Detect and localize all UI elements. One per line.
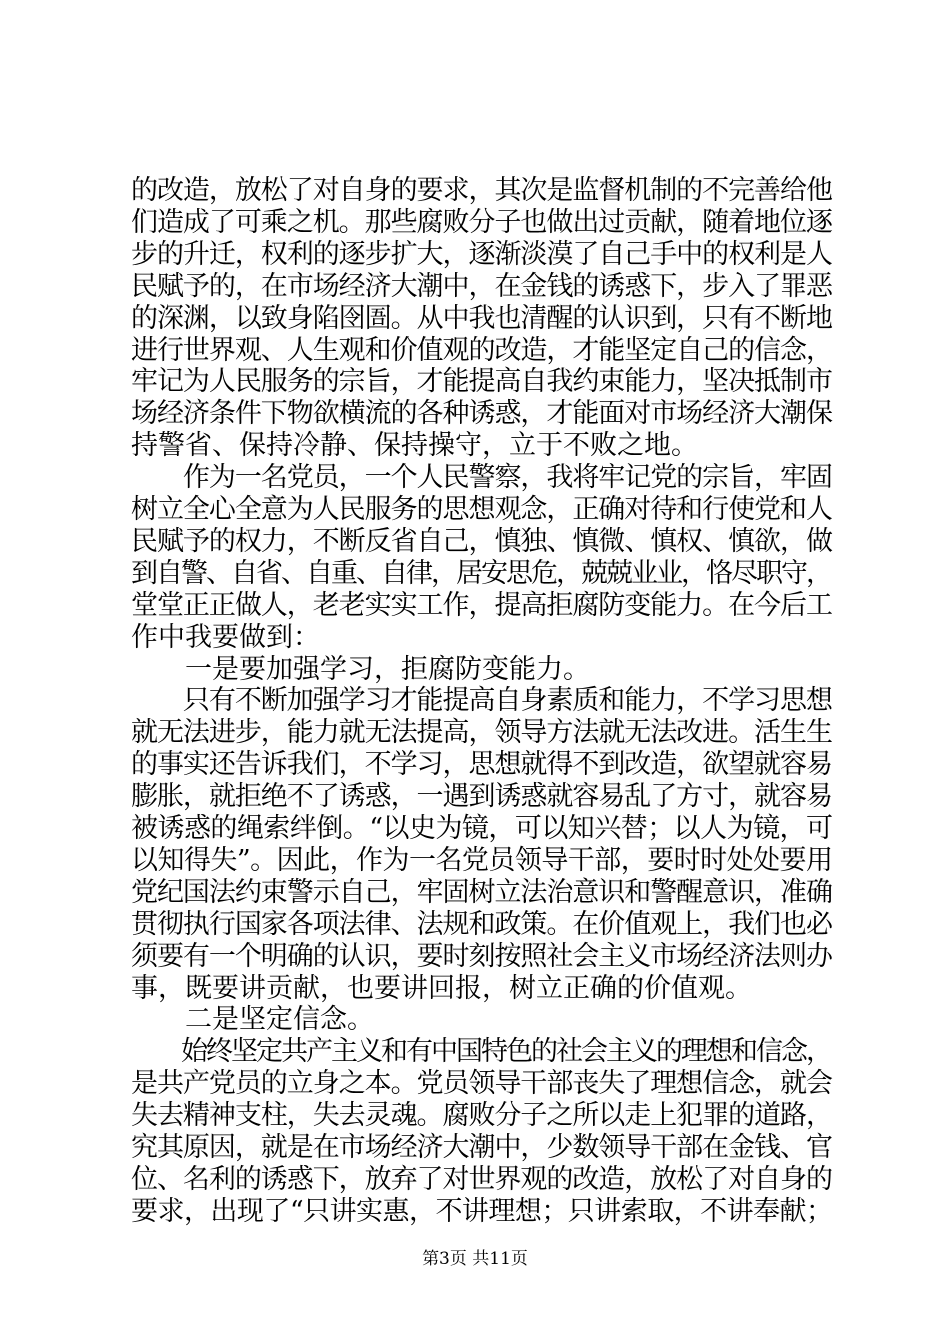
text-line: 是共产党员的立身之本。党员领导干部丧失了理想信念，就会 — [131, 1068, 832, 1100]
text-line: 的事实还告诉我们，不学习，思想就得不到改造，欲望就容易 — [131, 749, 832, 781]
text-line: 们造成了可乘之机。那些腐败分子也做出过贡献，随着地位逐 — [131, 206, 832, 238]
text-line: 贯彻执行国家各项法律、法规和政策。在价值观上，我们也必 — [131, 908, 832, 940]
text-line: 以知得失”。因此，作为一名党员领导干部，要时时处处要用 — [131, 844, 833, 876]
text-line: 就无法进步，能力就无法提高，领导方法就无法改进。活生生 — [131, 717, 832, 749]
text-line: 步的升迁，权利的逐步扩大，逐渐淡漠了自己手中的权利是人 — [131, 238, 832, 270]
text-line: 失去精神支柱，失去灵魂。腐败分子之所以走上犯罪的道路， — [131, 1100, 832, 1132]
text-line: 须要有一个明确的认识，要时刻按照社会主义市场经济法则办 — [131, 940, 832, 972]
text-line: 持警省、保持冷静、保持操守，立于不败之地。 — [131, 430, 698, 462]
text-line: 始终坚定共产主义和有中国特色的社会主义的理想和信念， — [131, 1036, 831, 1068]
text-line: 民赋予的权力，不断反省自己，慎独、慎微、慎权、慎欲，做 — [131, 525, 832, 557]
text-line: 作中我要做到： — [131, 621, 320, 653]
text-line: 的深渊，以致身陷囹圄。从中我也清醒的认识到，只有不断地 — [131, 302, 832, 334]
text-line: 位、名利的诱惑下，放弃了对世界观的改造，放松了对自身的 — [131, 1163, 832, 1195]
text-line: 民赋予的，在市场经济大潮中，在金钱的诱惑下，步入了罪恶 — [131, 270, 832, 302]
text-line: 作为一名党员，一个人民警察，我将牢记党的宗旨，牢固 — [131, 462, 832, 494]
page-footer: 第3页 共11页 — [422, 1249, 528, 1269]
text-line: 场经济条件下物欲横流的各种诱惑，才能面对市场经济大潮保 — [131, 398, 832, 430]
text-line: 被诱惑的绳索绊倒。“以史为镜，可以知兴替；以人为镜，可 — [131, 813, 833, 844]
text-line: 进行世界观、人生观和价值观的改造，才能坚定自己的信念， — [131, 334, 832, 366]
text-line: 一是要加强学习，拒腐防变能力。 — [131, 653, 590, 685]
text-line: 到自警、自省、自重、自律，居安思危，兢兢业业，恪尽职守， — [131, 557, 831, 589]
text-line: 牢记为人民服务的宗旨，才能提高自我约束能力，坚决抵制市 — [131, 366, 832, 398]
text-line: 事，既要讲贡献，也要讲回报，树立正确的价值观。 — [131, 972, 752, 1004]
text-line: 二是坚定信念。 — [131, 1004, 374, 1036]
text-line: 只有不断加强学习才能提高自身素质和能力，不学习思想 — [131, 685, 832, 717]
text-line: 要求，出现了“只讲实惠，不讲理想；只讲索取，不讲奉献； — [131, 1195, 833, 1227]
text-line: 膨胀，就拒绝不了诱惑，一遇到诱惑就容易乱了方寸，就容易 — [131, 781, 832, 813]
text-line: 究其原因，就是在市场经济大潮中，少数领导干部在金钱、官 — [131, 1132, 832, 1163]
text-line: 党纪国法约束警示自己，牢固树立法治意识和警醒意识，准确 — [131, 876, 832, 908]
text-line: 树立全心全意为人民服务的思想观念，正确对待和行使党和人 — [131, 494, 832, 525]
text-line: 的改造，放松了对自身的要求，其次是监督机制的不完善给他 — [131, 175, 832, 206]
text-line: 堂堂正正做人，老老实实工作，提高拒腐防变能力。在今后工 — [131, 589, 832, 621]
